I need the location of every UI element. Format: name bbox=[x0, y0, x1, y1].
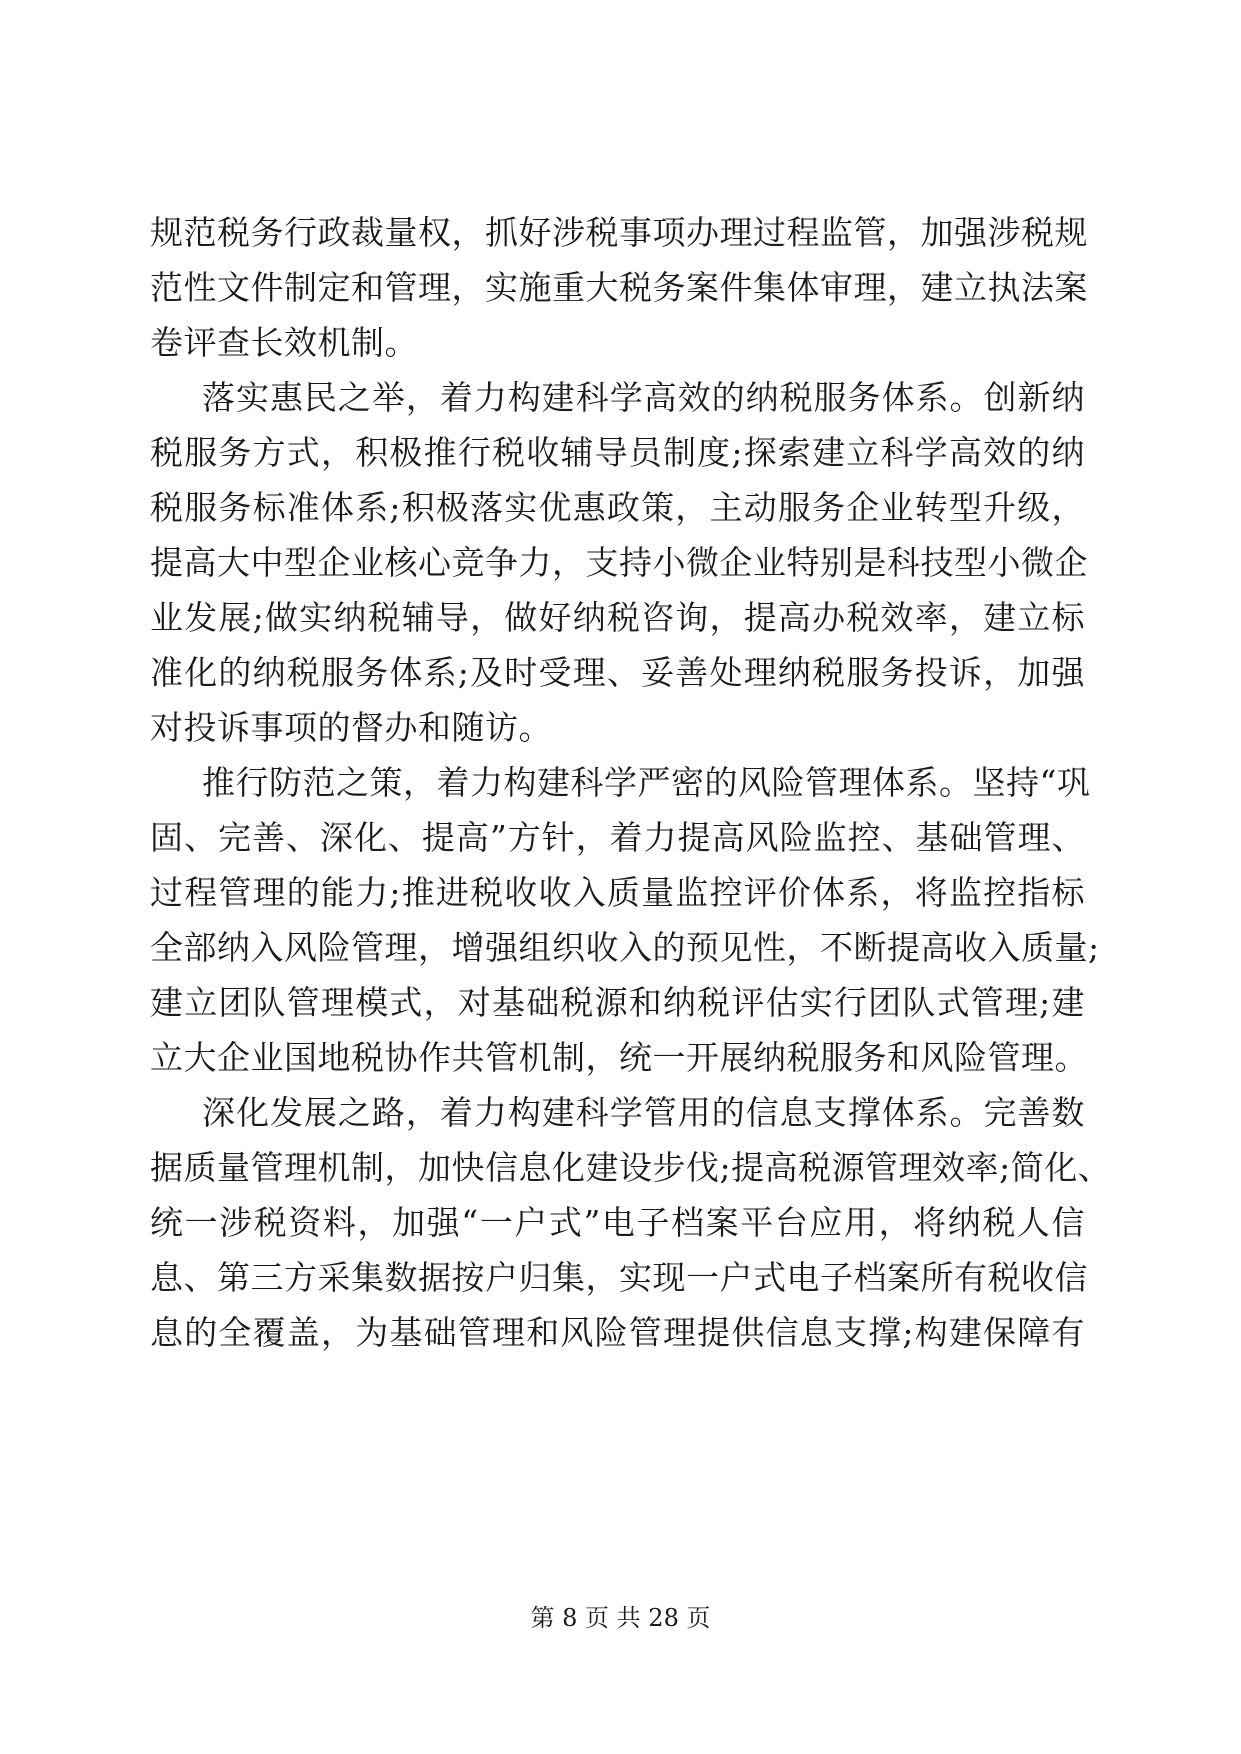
page-number-footer: 第 8 页 共 28 页 bbox=[530, 1604, 711, 1632]
text-line: 范性文件制定和管理，实施重大税务案件集体审理，建立执法案 bbox=[150, 268, 1088, 307]
paragraph-first-line: 落实惠民之举，着力构建科学高效的纳税服务体系。创新纳 bbox=[202, 378, 1085, 417]
paragraph-first-line: 深化发展之路，着力构建科学管用的信息支撑体系。完善数 bbox=[202, 1093, 1085, 1132]
paragraph-first-line: 推行防范之策，着力构建科学严密的风险管理体系。坚持“巩 bbox=[202, 763, 1091, 802]
text-line: 统一涉税资料，加强“一户式”电子档案平台应用，将纳税人信 bbox=[150, 1203, 1085, 1242]
text-line: 卷评查长效机制。 bbox=[150, 323, 418, 362]
text-line: 税服务方式，积极推行税收辅导员制度;探索建立科学高效的纳 bbox=[150, 433, 1085, 472]
text-line: 固、完善、深化、提高”方针，着力提高风险监控、基础管理、 bbox=[150, 818, 1085, 857]
text-line: 规范税务行政裁量权，抓好涉税事项办理过程监管，加强涉税规 bbox=[150, 213, 1088, 252]
text-line: 立大企业国地税协作共管机制，统一开展纳税服务和风险管理。 bbox=[150, 1038, 1088, 1077]
text-line: 提高大中型企业核心竞争力，支持小微企业特别是科技型小微企 bbox=[150, 543, 1088, 582]
text-line: 业发展;做实纳税辅导，做好纳税咨询，提高办税效率，建立标 bbox=[150, 598, 1085, 637]
text-line: 对投诉事项的督办和随访。 bbox=[150, 708, 552, 747]
text-line: 息、第三方采集数据按户归集，实现一户式电子档案所有税收信 bbox=[150, 1258, 1088, 1297]
text-line: 准化的纳税服务体系;及时受理、妥善处理纳税服务投诉，加强 bbox=[150, 653, 1085, 692]
text-line: 建立团队管理模式，对基础税源和纳税评估实行团队式管理;建 bbox=[150, 983, 1085, 1022]
text-line: 息的全覆盖，为基础管理和风险管理提供信息支撑;构建保障有 bbox=[150, 1313, 1085, 1352]
text-line: 过程管理的能力;推进税收收入质量监控评价体系，将监控指标 bbox=[150, 873, 1085, 912]
text-line: 据质量管理机制，加快信息化建设步伐;提高税源管理效率;简化、 bbox=[150, 1148, 1112, 1187]
text-line: 税服务标准体系;积极落实优惠政策，主动服务企业转型升级， bbox=[150, 488, 1085, 527]
text-line: 全部纳入风险管理，增强组织收入的预见性，不断提高收入质量; bbox=[150, 928, 1100, 967]
